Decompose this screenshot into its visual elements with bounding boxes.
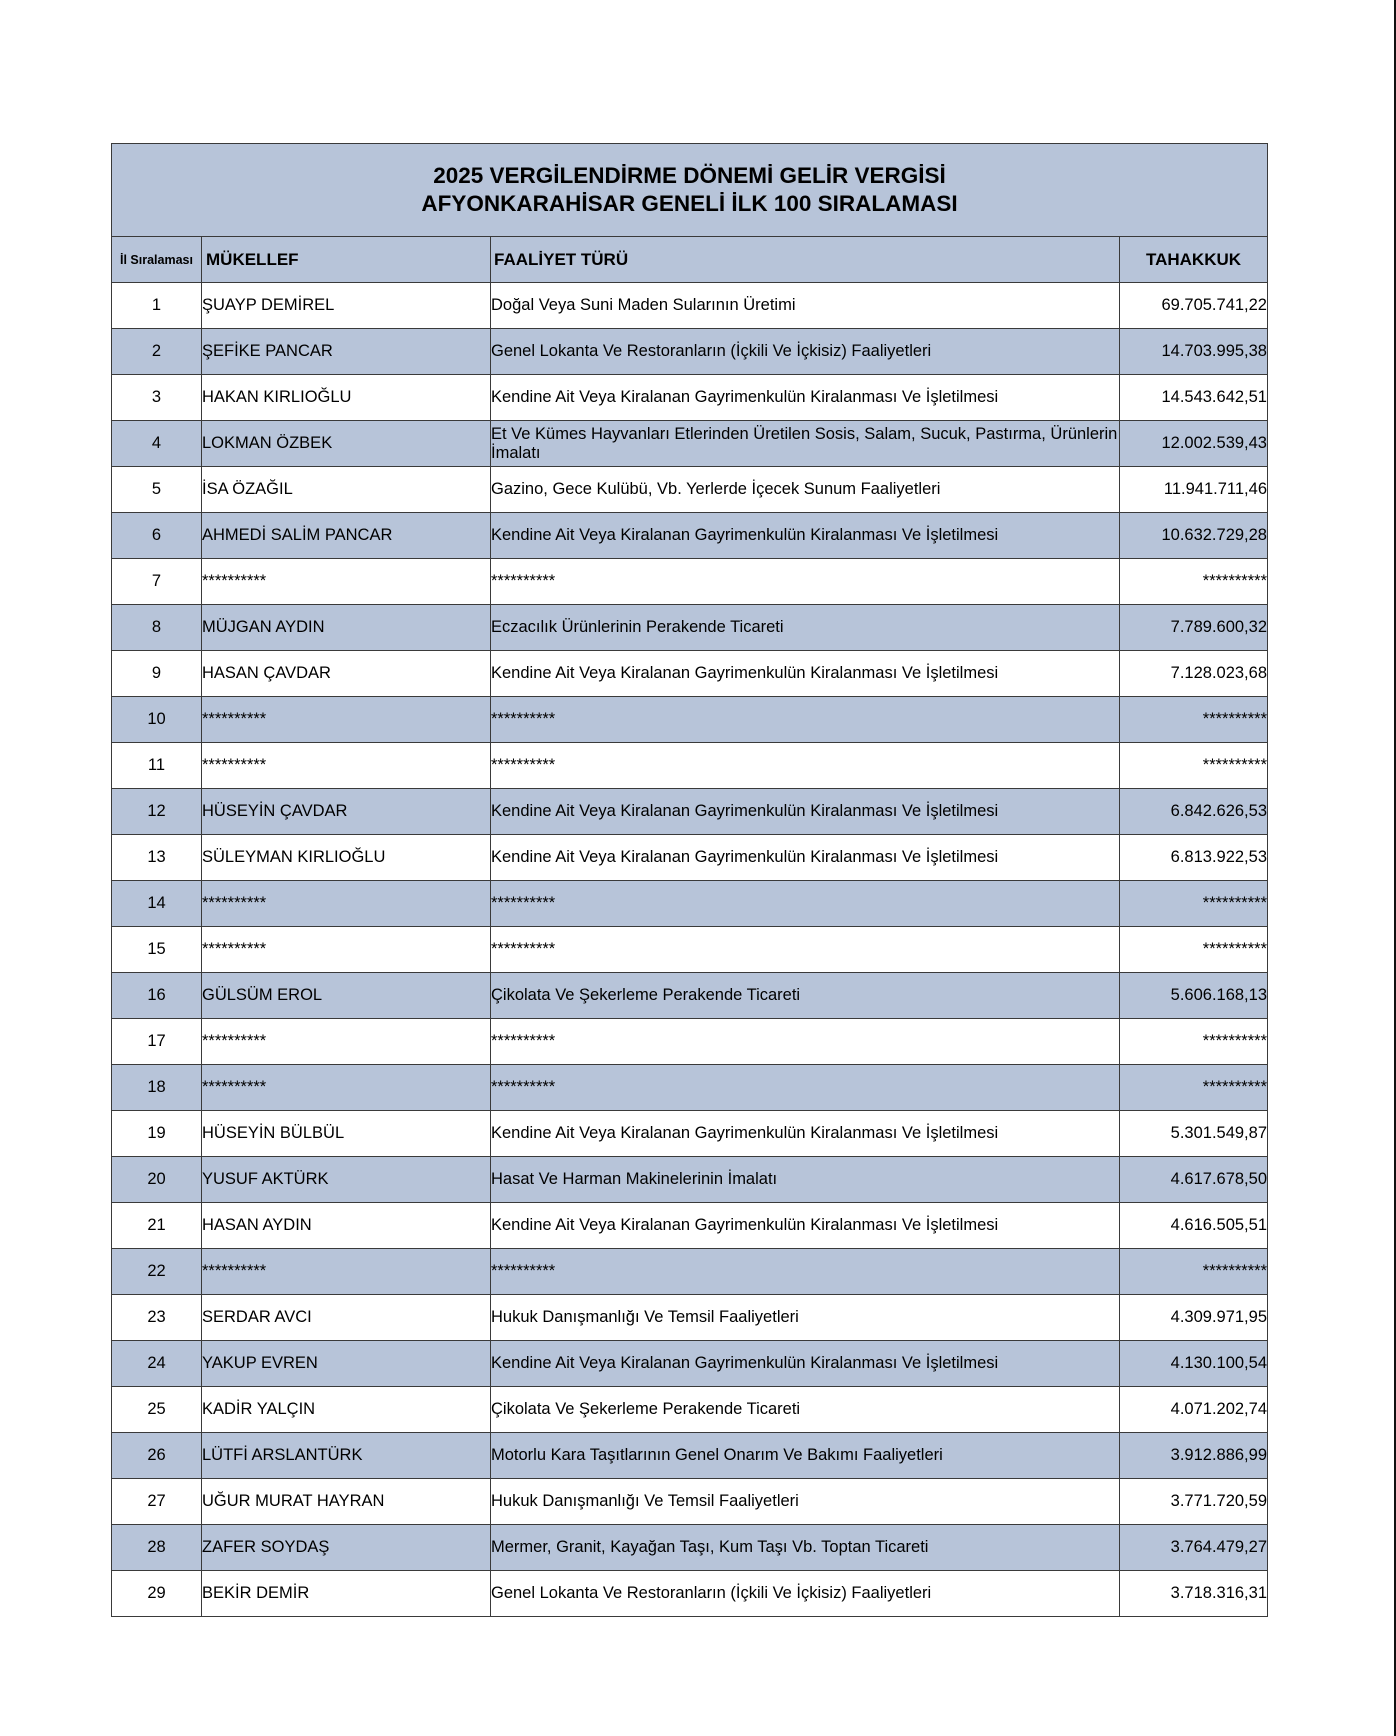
table-row bbox=[112, 835, 1268, 881]
cell-activity: Et Ve Kümes Hayvanları Etlerinden Üretilen Sosis, Salam, Sucuk, Pastırma, Ürünlerin İmalatı bbox=[491, 421, 1120, 467]
cell-amount: ********** bbox=[1120, 927, 1268, 973]
cell-rank: 27 bbox=[112, 1479, 202, 1525]
cell-activity: Genel Lokanta Ve Restoranların (İçkili Ve İçkisiz) Faaliyetleri bbox=[491, 329, 1120, 375]
table-row bbox=[112, 1295, 1268, 1341]
cell-rank: 4 bbox=[112, 421, 202, 467]
cell-amount: 7.128.023,68 bbox=[1120, 651, 1268, 697]
cell-rank: 2 bbox=[112, 329, 202, 375]
cell-amount: 3.912.886,99 bbox=[1120, 1433, 1268, 1479]
cell-rank: 8 bbox=[112, 605, 202, 651]
cell-amount: 3.771.720,59 bbox=[1120, 1479, 1268, 1525]
table-row bbox=[112, 421, 1268, 467]
cell-rank: 7 bbox=[112, 559, 202, 605]
cell-rank: 14 bbox=[112, 881, 202, 927]
cell-taxpayer: HASAN AYDIN bbox=[202, 1203, 491, 1249]
cell-amount: 7.789.600,32 bbox=[1120, 605, 1268, 651]
cell-amount: 12.002.539,43 bbox=[1120, 421, 1268, 467]
cell-taxpayer: SERDAR AVCI bbox=[202, 1295, 491, 1341]
cell-amount: 3.764.479,27 bbox=[1120, 1525, 1268, 1571]
cell-taxpayer: YAKUP EVREN bbox=[202, 1341, 491, 1387]
cell-taxpayer: ********** bbox=[202, 697, 491, 743]
table-row bbox=[112, 1433, 1268, 1479]
cell-rank: 26 bbox=[112, 1433, 202, 1479]
title-line-2: AFYONKARAHİSAR GENELİ İLK 100 SIRALAMASI bbox=[421, 191, 958, 216]
cell-amount: 10.632.729,28 bbox=[1120, 513, 1268, 559]
cell-activity: Motorlu Kara Taşıtlarının Genel Onarım Ve Bakımı Faaliyetleri bbox=[491, 1433, 1120, 1479]
cell-activity: Kendine Ait Veya Kiralanan Gayrimenkulün Kiralanması Ve İşletilmesi bbox=[491, 1203, 1120, 1249]
title-line-1: 2025 VERGİLENDİRME DÖNEMİ GELİR VERGİSİ bbox=[433, 163, 946, 188]
cell-taxpayer: HASAN ÇAVDAR bbox=[202, 651, 491, 697]
cell-activity: Kendine Ait Veya Kiralanan Gayrimenkulün Kiralanması Ve İşletilmesi bbox=[491, 513, 1120, 559]
cell-activity: Hukuk Danışmanlığı Ve Temsil Faaliyetleri bbox=[491, 1479, 1120, 1525]
cell-taxpayer: UĞUR MURAT HAYRAN bbox=[202, 1479, 491, 1525]
table-row bbox=[112, 1203, 1268, 1249]
table-row bbox=[112, 513, 1268, 559]
cell-amount: ********** bbox=[1120, 881, 1268, 927]
cell-rank: 19 bbox=[112, 1111, 202, 1157]
table-row bbox=[112, 743, 1268, 789]
cell-rank: 12 bbox=[112, 789, 202, 835]
cell-amount: 4.309.971,95 bbox=[1120, 1295, 1268, 1341]
cell-taxpayer: YUSUF AKTÜRK bbox=[202, 1157, 491, 1203]
cell-rank: 28 bbox=[112, 1525, 202, 1571]
table-row bbox=[112, 1387, 1268, 1433]
cell-rank: 13 bbox=[112, 835, 202, 881]
cell-taxpayer: ********** bbox=[202, 743, 491, 789]
cell-rank: 17 bbox=[112, 1019, 202, 1065]
table-row bbox=[112, 605, 1268, 651]
table-row bbox=[112, 559, 1268, 605]
cell-amount: ********** bbox=[1120, 1019, 1268, 1065]
cell-amount: 6.813.922,53 bbox=[1120, 835, 1268, 881]
cell-rank: 23 bbox=[112, 1295, 202, 1341]
cell-amount: 6.842.626,53 bbox=[1120, 789, 1268, 835]
cell-activity: Hasat Ve Harman Makinelerinin İmalatı bbox=[491, 1157, 1120, 1203]
cell-taxpayer: KADİR YALÇIN bbox=[202, 1387, 491, 1433]
cell-rank: 9 bbox=[112, 651, 202, 697]
cell-activity: Kendine Ait Veya Kiralanan Gayrimenkulün Kiralanması Ve İşletilmesi bbox=[491, 1111, 1120, 1157]
cell-activity: ********** bbox=[491, 1019, 1120, 1065]
table-row bbox=[112, 697, 1268, 743]
cell-taxpayer: LÜTFİ ARSLANTÜRK bbox=[202, 1433, 491, 1479]
cell-taxpayer: ********** bbox=[202, 1249, 491, 1295]
table-row bbox=[112, 1111, 1268, 1157]
cell-taxpayer: ********** bbox=[202, 1065, 491, 1111]
cell-rank: 10 bbox=[112, 697, 202, 743]
cell-activity: Doğal Veya Suni Maden Sularının Üretimi bbox=[491, 283, 1120, 329]
cell-taxpayer: ********** bbox=[202, 881, 491, 927]
ranking-table bbox=[111, 143, 1268, 1617]
cell-taxpayer: ŞEFİKE PANCAR bbox=[202, 329, 491, 375]
table-row bbox=[112, 1479, 1268, 1525]
cell-amount: 4.071.202,74 bbox=[1120, 1387, 1268, 1433]
cell-activity: ********** bbox=[491, 697, 1120, 743]
column-header-activity: FAALİYET TÜRÜ bbox=[491, 237, 1120, 283]
cell-amount: 4.617.678,50 bbox=[1120, 1157, 1268, 1203]
cell-amount: 5.301.549,87 bbox=[1120, 1111, 1268, 1157]
cell-amount: ********** bbox=[1120, 1249, 1268, 1295]
table-row bbox=[112, 789, 1268, 835]
cell-activity: Çikolata Ve Şekerleme Perakende Ticareti bbox=[491, 973, 1120, 1019]
cell-amount: 14.703.995,38 bbox=[1120, 329, 1268, 375]
table-row bbox=[112, 467, 1268, 513]
cell-activity: Kendine Ait Veya Kiralanan Gayrimenkulün Kiralanması Ve İşletilmesi bbox=[491, 789, 1120, 835]
cell-rank: 25 bbox=[112, 1387, 202, 1433]
cell-amount: ********** bbox=[1120, 743, 1268, 789]
cell-taxpayer: BEKİR DEMİR bbox=[202, 1571, 491, 1617]
table-row bbox=[112, 1341, 1268, 1387]
table-row bbox=[112, 283, 1268, 329]
cell-taxpayer: SÜLEYMAN KIRLIOĞLU bbox=[202, 835, 491, 881]
cell-activity: Eczacılık Ürünlerinin Perakende Ticareti bbox=[491, 605, 1120, 651]
table-row bbox=[112, 881, 1268, 927]
cell-taxpayer: ********** bbox=[202, 927, 491, 973]
cell-taxpayer: ZAFER SOYDAŞ bbox=[202, 1525, 491, 1571]
cell-taxpayer: HAKAN KIRLIOĞLU bbox=[202, 375, 491, 421]
table-row bbox=[112, 1525, 1268, 1571]
table-row bbox=[112, 329, 1268, 375]
cell-rank: 1 bbox=[112, 283, 202, 329]
cell-taxpayer: İSA ÖZAĞIL bbox=[202, 467, 491, 513]
cell-amount: 5.606.168,13 bbox=[1120, 973, 1268, 1019]
ranking-table-body bbox=[112, 144, 1268, 1617]
cell-activity: Kendine Ait Veya Kiralanan Gayrimenkulün Kiralanması Ve İşletilmesi bbox=[491, 1341, 1120, 1387]
cell-activity: Gazino, Gece Kulübü, Vb. Yerlerde İçecek Sunum Faaliyetleri bbox=[491, 467, 1120, 513]
cell-rank: 3 bbox=[112, 375, 202, 421]
cell-rank: 5 bbox=[112, 467, 202, 513]
cell-activity: Kendine Ait Veya Kiralanan Gayrimenkulün Kiralanması Ve İşletilmesi bbox=[491, 651, 1120, 697]
cell-taxpayer: GÜLSÜM EROL bbox=[202, 973, 491, 1019]
table-row bbox=[112, 973, 1268, 1019]
cell-amount: 3.718.316,31 bbox=[1120, 1571, 1268, 1617]
cell-rank: 21 bbox=[112, 1203, 202, 1249]
cell-rank: 22 bbox=[112, 1249, 202, 1295]
cell-rank: 29 bbox=[112, 1571, 202, 1617]
cell-rank: 20 bbox=[112, 1157, 202, 1203]
cell-activity: Mermer, Granit, Kayağan Taşı, Kum Taşı Vb. Toptan Ticareti bbox=[491, 1525, 1120, 1571]
cell-taxpayer: AHMEDİ SALİM PANCAR bbox=[202, 513, 491, 559]
cell-activity: Hukuk Danışmanlığı Ve Temsil Faaliyetleri bbox=[491, 1295, 1120, 1341]
cell-taxpayer: ŞUAYP DEMİREL bbox=[202, 283, 491, 329]
table-row bbox=[112, 927, 1268, 973]
table-row bbox=[112, 651, 1268, 697]
cell-rank: 16 bbox=[112, 973, 202, 1019]
cell-amount: ********** bbox=[1120, 559, 1268, 605]
cell-amount: ********** bbox=[1120, 697, 1268, 743]
cell-activity: ********** bbox=[491, 927, 1120, 973]
cell-activity: Kendine Ait Veya Kiralanan Gayrimenkulün Kiralanması Ve İşletilmesi bbox=[491, 375, 1120, 421]
table-row bbox=[112, 1065, 1268, 1111]
cell-taxpayer: HÜSEYİN ÇAVDAR bbox=[202, 789, 491, 835]
table-row bbox=[112, 1249, 1268, 1295]
cell-amount: ********** bbox=[1120, 1065, 1268, 1111]
cell-taxpayer: ********** bbox=[202, 559, 491, 605]
cell-taxpayer: MÜJGAN AYDIN bbox=[202, 605, 491, 651]
cell-rank: 6 bbox=[112, 513, 202, 559]
cell-taxpayer: ********** bbox=[202, 1019, 491, 1065]
cell-rank: 15 bbox=[112, 927, 202, 973]
column-header-amount: TAHAKKUK bbox=[1120, 237, 1268, 283]
cell-activity: Çikolata Ve Şekerleme Perakende Ticareti bbox=[491, 1387, 1120, 1433]
title-row bbox=[112, 144, 1268, 237]
cell-activity: Kendine Ait Veya Kiralanan Gayrimenkulün Kiralanması Ve İşletilmesi bbox=[491, 835, 1120, 881]
cell-activity: ********** bbox=[491, 743, 1120, 789]
cell-taxpayer: LOKMAN ÖZBEK bbox=[202, 421, 491, 467]
cell-activity: Genel Lokanta Ve Restoranların (İçkili Ve İçkisiz) Faaliyetleri bbox=[491, 1571, 1120, 1617]
column-header-rank: İl Sıralaması bbox=[112, 237, 202, 283]
cell-amount: 4.130.100,54 bbox=[1120, 1341, 1268, 1387]
cell-rank: 18 bbox=[112, 1065, 202, 1111]
column-header-row bbox=[112, 237, 1268, 283]
cell-amount: 4.616.505,51 bbox=[1120, 1203, 1268, 1249]
cell-activity: ********** bbox=[491, 881, 1120, 927]
table-row bbox=[112, 1571, 1268, 1617]
cell-activity: ********** bbox=[491, 559, 1120, 605]
cell-activity: ********** bbox=[491, 1249, 1120, 1295]
cell-amount: 69.705.741,22 bbox=[1120, 283, 1268, 329]
cell-activity: ********** bbox=[491, 1065, 1120, 1111]
table-row bbox=[112, 1019, 1268, 1065]
table-row bbox=[112, 375, 1268, 421]
table-title bbox=[112, 144, 1268, 237]
cell-amount: 14.543.642,51 bbox=[1120, 375, 1268, 421]
cell-taxpayer: HÜSEYİN BÜLBÜL bbox=[202, 1111, 491, 1157]
cell-rank: 11 bbox=[112, 743, 202, 789]
column-header-taxpayer: MÜKELLEF bbox=[202, 237, 491, 283]
table-row bbox=[112, 1157, 1268, 1203]
cell-rank: 24 bbox=[112, 1341, 202, 1387]
cell-amount: 11.941.711,46 bbox=[1120, 467, 1268, 513]
